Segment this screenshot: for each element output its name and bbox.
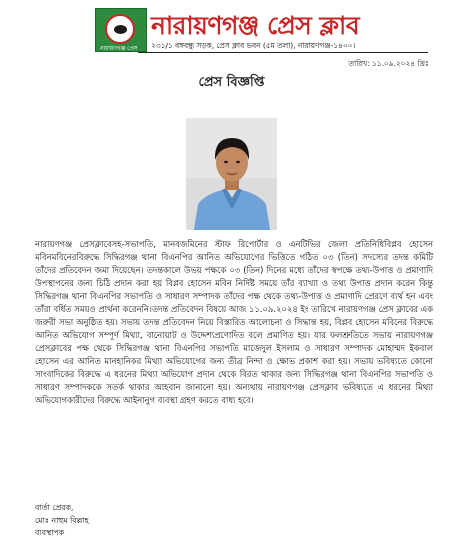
signature-sender-label: বার্তা প্রেরক, [35, 503, 74, 512]
club-address: ২৩১/১ বঙ্গবন্ধু সড়ক, প্রেস ক্লাব ভবন (৫ম তলা), নারায়ণগঞ্জ-১৪০০। [151, 41, 356, 50]
letterhead [95, 8, 430, 63]
logo-emblem-icon [105, 14, 135, 44]
release-date: তারিখ: ১১.০৯.২০২৪ খ্রিঃ [348, 59, 429, 68]
letterhead-divider [138, 52, 428, 53]
signature-block [35, 502, 89, 540]
portrait-image [186, 118, 277, 230]
portrait-photo [186, 118, 277, 230]
signature-designation: ব্যবস্থাপক [35, 528, 65, 537]
signature-name: মোঃ নাহুম বিল্লাহ [35, 515, 89, 525]
club-name: নারায়ণগঞ্জ প্রেস ক্লাব [151, 11, 360, 40]
press-release-body: নারায়ণগঞ্জ প্রেসক্লাবেসহ-সভাপতি, মানবজমিনের স্টাফ রিপোর্টার ও এনটিভির জেলা প্রতিনিধিবিপ্লব হোসেন মবিনমবিনেরবিরুদ্ধে সিদ্ধিরগঞ্জ থানা বিএনপির আনিত অভিযোগের ভিত্তিতে গঠিত ০৩ (তিন) সদস্যের তদন্ত কমিটি তাঁদের প্রতিবেদন জমা দিয়েছেন। তদন্তকালে উভয় পক্ষকে ০৩ (তিন) দিনের মধ্যে তাঁদের স্বপক্ষে তথ্য-উপাত্ত ও প্রমাণাদি উপস্থাপনের জন্য চিঠি প্রদান করা হয় বিপ্লব হোসেন মবিন নির্দিষ্ট সময়ে তাঁর ব্যাখ্যা ও তথ্য উপাত্ত প্রদান করেন কিন্তু সিদ্ধিরগঞ্জ থানা বিএনপির সভাপতি ও সাধারণ সম্পাদক তাঁদের পক্ষ থেকে তথ্য-উপাত্ত ও প্রমাণাদি প্রেরণে ব্যর্থ হন এবং তাঁরা বর্ধিত সময়ও প্রার্থনা করেননি।তদন্ত প্রতিবেদন বিষয়ে আজ ১১.০৯.২০২৪ ইং তারিখে নারায়ণগঞ্জ প্রেস ক্লাবের এক জরুরী সভা অনুষ্ঠিত হয়। সভায় তদন্ত প্রতিবেদন নিয়ে বিস্তারিত আলোচনা ও সিদ্ধান্ত হয়, বিপ্লব হোসেন মবিনের বিরুদ্ধে আনিত অভিযোগ সম্পূর্ণ মিথ্যা, বানোয়াট ও উদ্দেশ্যপ্রণোদিত বলে প্রমাণিত হয়। যার ফলশ্রুতিতে সভায় নারায়ণগঞ্জ প্রেসক্লাবের পক্ষ থেকে সিদ্ধিরগঞ্জ থানা বিএনপির সভাপতি মাজেদুল ইসলাম ও সাধারণ সম্পাদক মোহাম্মদ ইকবাল হোসেন এর আনিত মানহানিকর মিথ্যা অভিযোগের জন্য তীব্র নিন্দা ও ক্ষোভ প্রকাশ করা হয়। সভায় ভবিষ্যতে কোনো সাংবাদিকের বিরুদ্ধে এ ধরনের মিথ্যা অভিযোগ প্রদান থেকে বিরত থাকার জন্য সিদ্ধিরগঞ্জ থানা বিএনপির সভাপতি ও সাধারণ সম্পাদককে সতর্ক থাকার আহবান জানানো হয়। অন্যথায় নারায়ণগঞ্জ প্রেসক্লাব ভবিষ্যতে এ ধরনের মিথ্যা অভিযোগকারীদের বিরুদ্ধে আইনানুগ ব্যবস্থা গ্রহণ করতে বাধ্য হবে। [35, 239, 433, 405]
logo-text: নারায়ণগঞ্জ প্রেস ক্লাব [100, 45, 138, 63]
document-title: প্রেস বিজ্ঞপ্তি [198, 75, 265, 90]
press-club-logo [95, 8, 147, 63]
logo-eye-icon [114, 25, 127, 34]
